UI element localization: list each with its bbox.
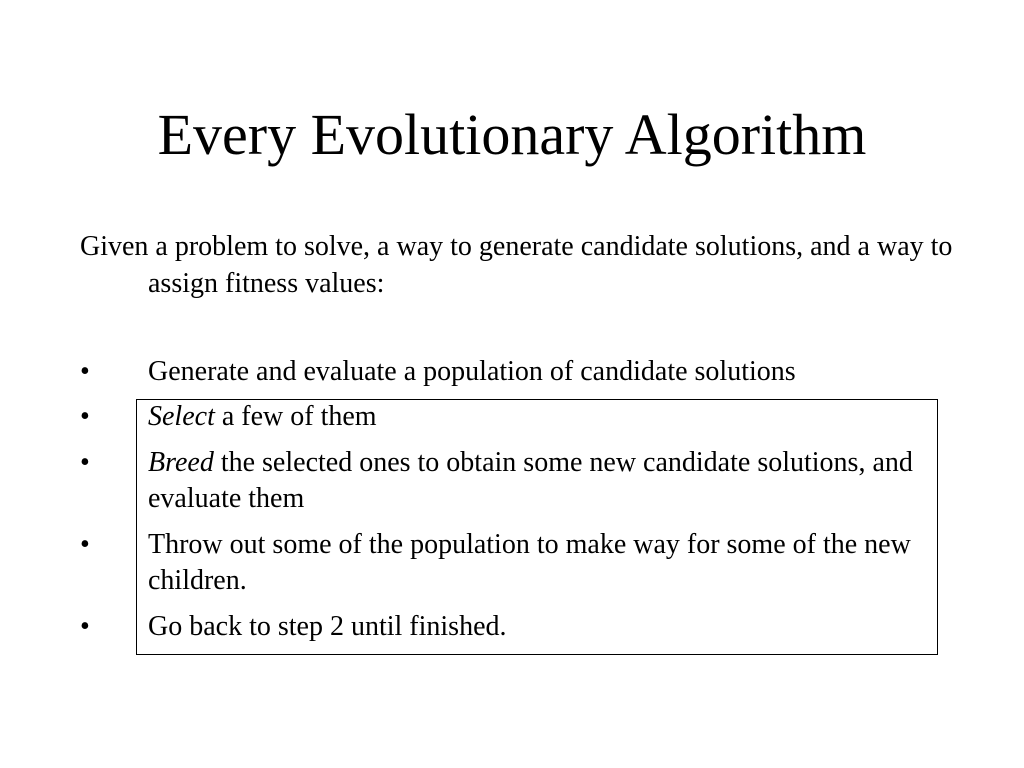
bullet-icon: • — [80, 611, 90, 642]
step-body: the selected ones to obtain some new candidate solutions, and evaluate them — [148, 447, 913, 514]
step-emphasis: Breed — [148, 447, 214, 478]
step-body: Generate and evaluate a population of candidate solutions — [148, 356, 796, 387]
step-text — [148, 609, 938, 645]
step-text — [148, 399, 938, 435]
intro-paragraph: Given a problem to solve, a way to generate candidate solutions, and a way to assign fitness values: — [80, 231, 953, 299]
step-emphasis: Select — [148, 401, 215, 432]
bullet-icon: • — [80, 447, 90, 478]
step-body: Go back to step 2 until finished. — [148, 611, 507, 642]
bullet-icon: • — [80, 401, 90, 432]
step-body: Throw out some of the population to make way for some of the new children. — [148, 529, 911, 596]
step-body: a few of them — [214, 401, 377, 432]
step-text — [148, 527, 938, 599]
slide-title: Every Evolutionary Algorithm — [157, 102, 867, 167]
step-text — [148, 445, 938, 517]
bullet-icon: • — [80, 529, 90, 560]
bullet-icon: • — [80, 356, 90, 387]
step-text — [148, 354, 938, 390]
